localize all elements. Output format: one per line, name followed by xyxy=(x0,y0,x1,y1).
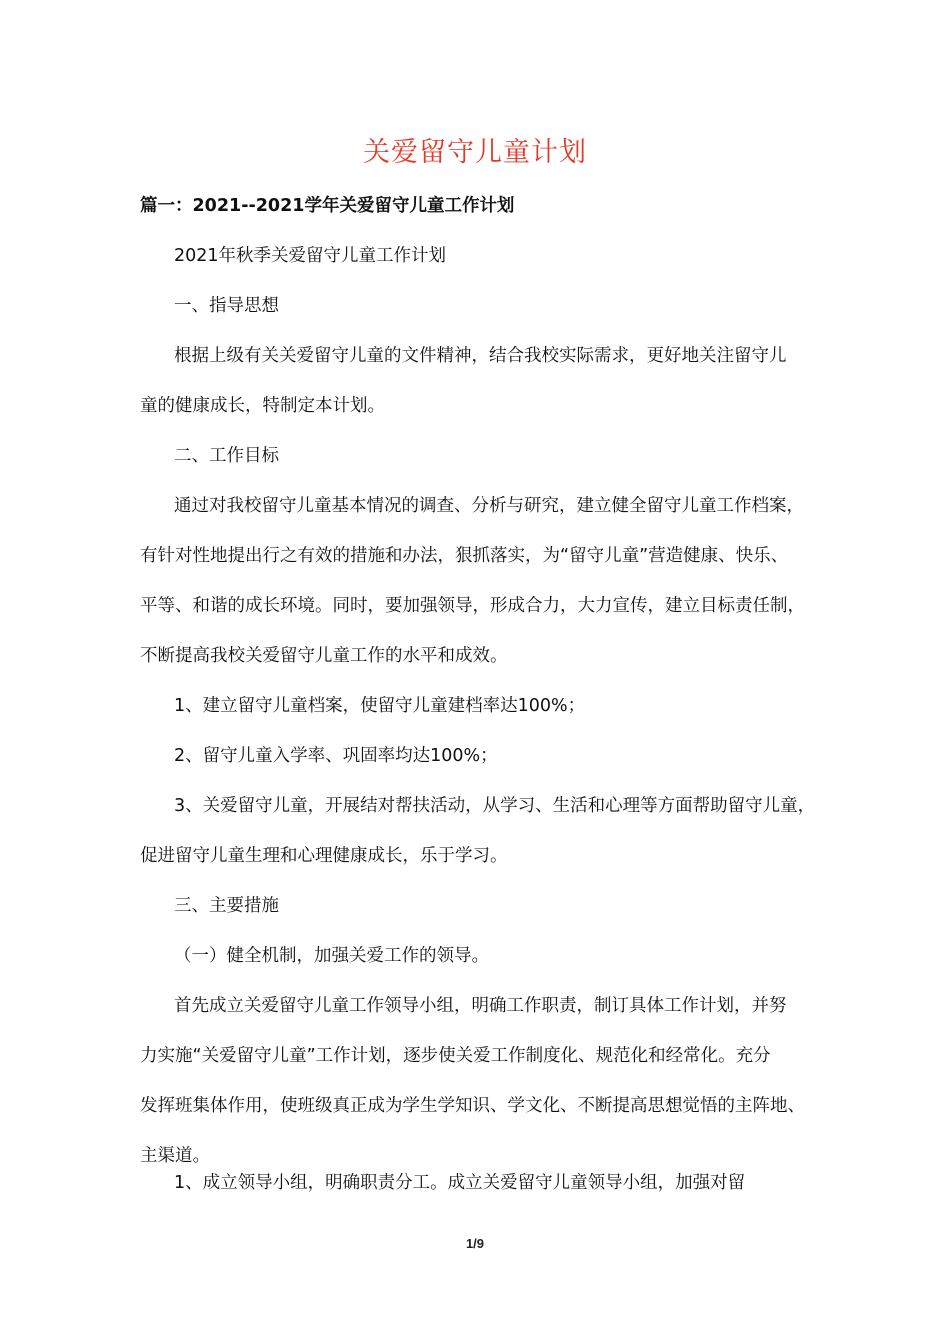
paragraph-line: 根据上级有关关爱留守儿童的文件精神，结合我校实际需求，更好地关注留守儿 xyxy=(174,346,787,366)
page-indicator: 1/9 xyxy=(465,1236,485,1251)
paragraph-line: 通过对我校留守儿童基本情况的调查、分析与研究，建立健全留守儿童工作档案， xyxy=(174,496,804,516)
section-heading: 三、主要措施 xyxy=(174,896,279,916)
document-title: 关爱留守儿童计划 xyxy=(363,137,587,168)
list-item: 2、留守儿童入学率、巩固率均达100%； xyxy=(174,746,498,766)
section-heading: 篇一：2021--2021学年关爱留守儿童工作计划 xyxy=(140,196,515,216)
list-item: 1、成立领导小组，明确职责分工。成立关爱留守儿童领导小组，加强对留 xyxy=(174,1173,746,1193)
list-item: 1、建立留守儿童档案，使留守儿童建档率达100%； xyxy=(174,696,586,716)
paragraph-line: 2021年秋季关爱留守儿童工作计划 xyxy=(174,246,447,266)
paragraph-line: 童的健康成长，特制定本计划。 xyxy=(140,396,385,416)
section-heading: 一、指导思想 xyxy=(174,296,279,316)
paragraph-line: 不断提高我校关爱留守儿童工作的水平和成效。 xyxy=(140,646,508,666)
paragraph-line: 促进留守儿童生理和心理健康成长，乐于学习。 xyxy=(140,846,508,866)
paragraph-line: 首先成立关爱留守儿童工作领导小组，明确工作职责，制订具体工作计划，并努 xyxy=(174,996,787,1016)
subsection-heading: （一）健全机制，加强关爱工作的领导。 xyxy=(174,946,489,966)
paragraph-line: 力实施“关爱留守儿童”工作计划，逐步使关爱工作制度化、规范化和经常化。充分 xyxy=(140,1046,771,1066)
paragraph-line: 有针对性地提出行之有效的措施和办法，狠抓落实，为“留守儿童”营造健康、快乐、 xyxy=(140,546,789,566)
section-heading: 二、工作目标 xyxy=(174,446,279,466)
paragraph-line: 平等、和谐的成长环境。同时，要加强领导，形成合力，大力宣传，建立目标责任制， xyxy=(140,596,805,616)
paragraph-line: 发挥班集体作用，使班级真正成为学生学知识、学文化、不断提高思想觉悟的主阵地、 xyxy=(140,1096,805,1116)
list-item: 3、关爱留守儿童，开展结对帮扶活动，从学习、生活和心理等方面帮助留守儿童， xyxy=(174,796,816,816)
paragraph-line: 主渠道。 xyxy=(140,1146,210,1166)
